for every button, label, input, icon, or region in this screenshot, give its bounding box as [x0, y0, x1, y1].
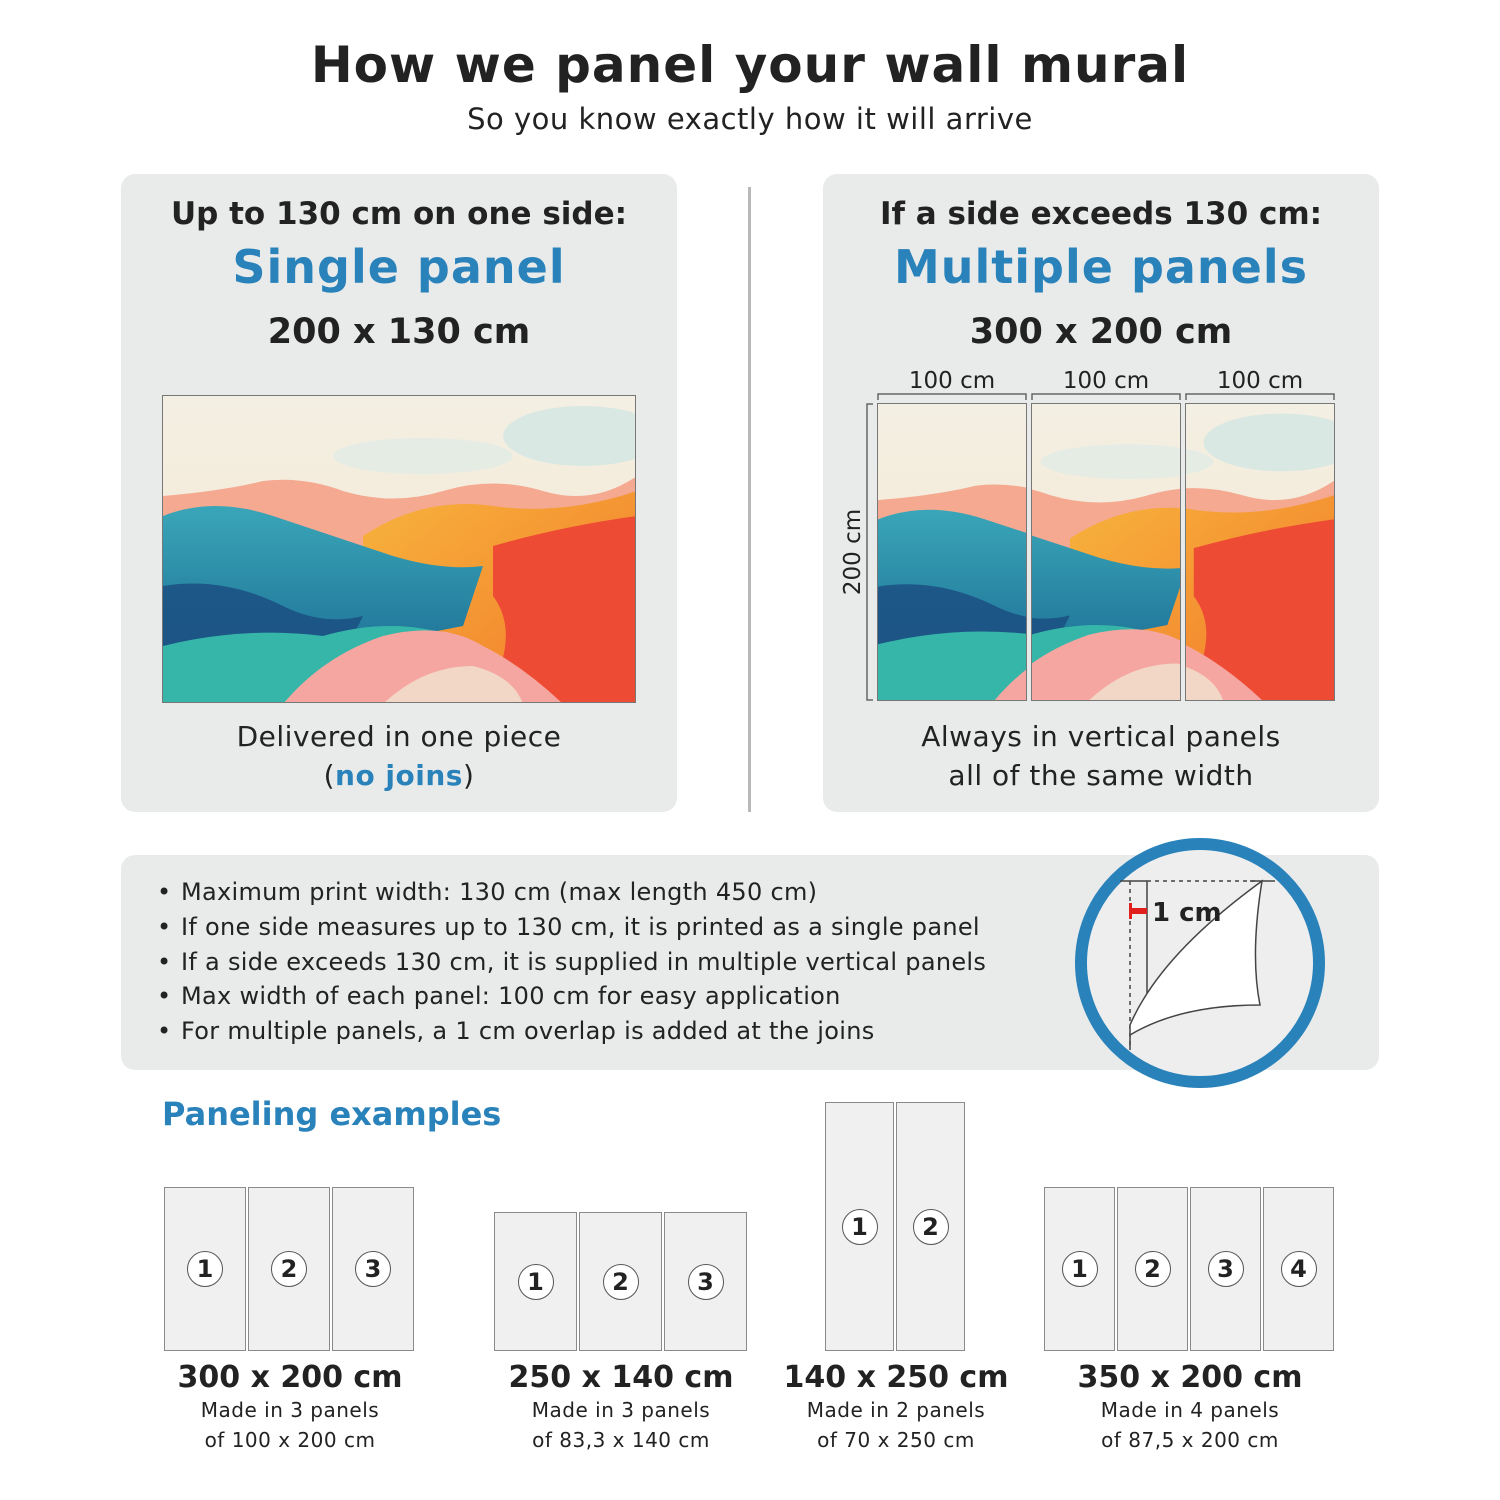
example-panel	[248, 1187, 330, 1351]
panel-number: 3	[355, 1251, 391, 1287]
info-bullet: • Maximum print width: 130 cm (max length 450 cm)	[157, 875, 986, 910]
example-size: 350 x 200 cm	[1077, 1360, 1303, 1395]
panel-width-label: 100 cm	[1216, 368, 1304, 394]
panel-number: 2	[913, 1209, 949, 1245]
divider	[748, 187, 751, 812]
example-panel	[494, 1212, 577, 1351]
multiple-type: Multiple panels	[893, 240, 1309, 294]
examples-title: Paneling examples	[162, 1095, 502, 1133]
info-bullet: • Max width of each panel: 100 cm for easy application	[157, 979, 986, 1014]
page-title: How we panel your wall mural	[310, 36, 1190, 94]
info-bullet: • For multiple panels, a 1 cm overlap is added at the joins	[157, 1014, 986, 1049]
example-panel	[896, 1102, 965, 1351]
example-line1: Made in 4 panels	[1100, 1398, 1280, 1422]
single-footer	[121, 717, 677, 795]
panel-number: 4	[1281, 1251, 1317, 1287]
example-panel	[1117, 1187, 1188, 1351]
no-joins-highlight: no joins	[335, 759, 463, 792]
single-size: 200 x 130 cm	[267, 312, 531, 352]
example-size: 140 x 250 cm	[783, 1360, 1009, 1395]
example-panel	[164, 1187, 246, 1351]
example-caption	[140, 1360, 440, 1455]
info-bullet: • If one side measures up to 130 cm, it is printed as a single panel	[157, 910, 986, 945]
example-panel	[1190, 1187, 1261, 1351]
panel-number: 1	[1062, 1251, 1098, 1287]
example-line2: of 100 x 200 cm	[204, 1428, 376, 1452]
example-caption	[1040, 1360, 1340, 1455]
info-list	[157, 875, 986, 1049]
overlap-label: 1 cm	[1152, 898, 1222, 928]
paren-close: )	[462, 759, 475, 792]
overlap-diagram-icon	[1070, 835, 1330, 1095]
multiple-heading: If a side exceeds 130 cm:	[879, 196, 1323, 232]
panel-number: 2	[603, 1264, 639, 1300]
panel-number: 2	[271, 1251, 307, 1287]
multiple-footer-line2: all of the same width	[948, 759, 1254, 792]
example-size: 300 x 200 cm	[177, 1360, 403, 1395]
example-caption	[746, 1360, 1046, 1455]
example-panel	[1044, 1187, 1115, 1351]
single-heading: Up to 130 cm on one side:	[170, 196, 628, 232]
example-line2: of 70 x 250 cm	[817, 1428, 975, 1452]
example-panel	[579, 1212, 662, 1351]
example-line1: Made in 3 panels	[200, 1398, 380, 1422]
example-panel	[664, 1212, 747, 1351]
example-line1: Made in 2 panels	[806, 1398, 986, 1422]
panel-number: 3	[1208, 1251, 1244, 1287]
example-panel	[332, 1187, 414, 1351]
info-bullet: • If a side exceeds 130 cm, it is supplied in multiple vertical panels	[157, 945, 986, 980]
mural-panel-1	[878, 404, 1026, 700]
panel-number: 1	[187, 1251, 223, 1287]
mural-artwork	[162, 395, 636, 703]
single-footer-line1: Delivered in one piece	[236, 720, 562, 753]
single-panel-card	[121, 174, 677, 812]
example-line2: of 87,5 x 200 cm	[1101, 1428, 1279, 1452]
panel-number: 3	[688, 1264, 724, 1300]
panel-width-label: 100 cm	[1062, 368, 1150, 394]
example-size: 250 x 140 cm	[508, 1360, 734, 1395]
multiple-size: 300 x 200 cm	[969, 312, 1233, 352]
mural-panel-2	[1032, 404, 1180, 700]
multiple-footer	[823, 717, 1379, 795]
panel-width-label: 100 cm	[908, 368, 996, 394]
example-line2: of 83,3 x 140 cm	[532, 1428, 710, 1452]
mural-panel-3	[1186, 404, 1334, 700]
example-panel	[825, 1102, 894, 1351]
example-panel	[1263, 1187, 1334, 1351]
page-subtitle: So you know exactly how it will arrive	[467, 102, 1033, 136]
example-caption	[471, 1360, 771, 1455]
panel-number: 1	[842, 1209, 878, 1245]
single-type: Single panel	[232, 240, 566, 294]
panel-number: 2	[1135, 1251, 1171, 1287]
paren-open: (	[323, 759, 336, 792]
height-label: 200 cm	[840, 508, 866, 596]
example-line1: Made in 3 panels	[531, 1398, 711, 1422]
panel-number: 1	[518, 1264, 554, 1300]
multiple-footer-line1: Always in vertical panels	[921, 720, 1281, 753]
